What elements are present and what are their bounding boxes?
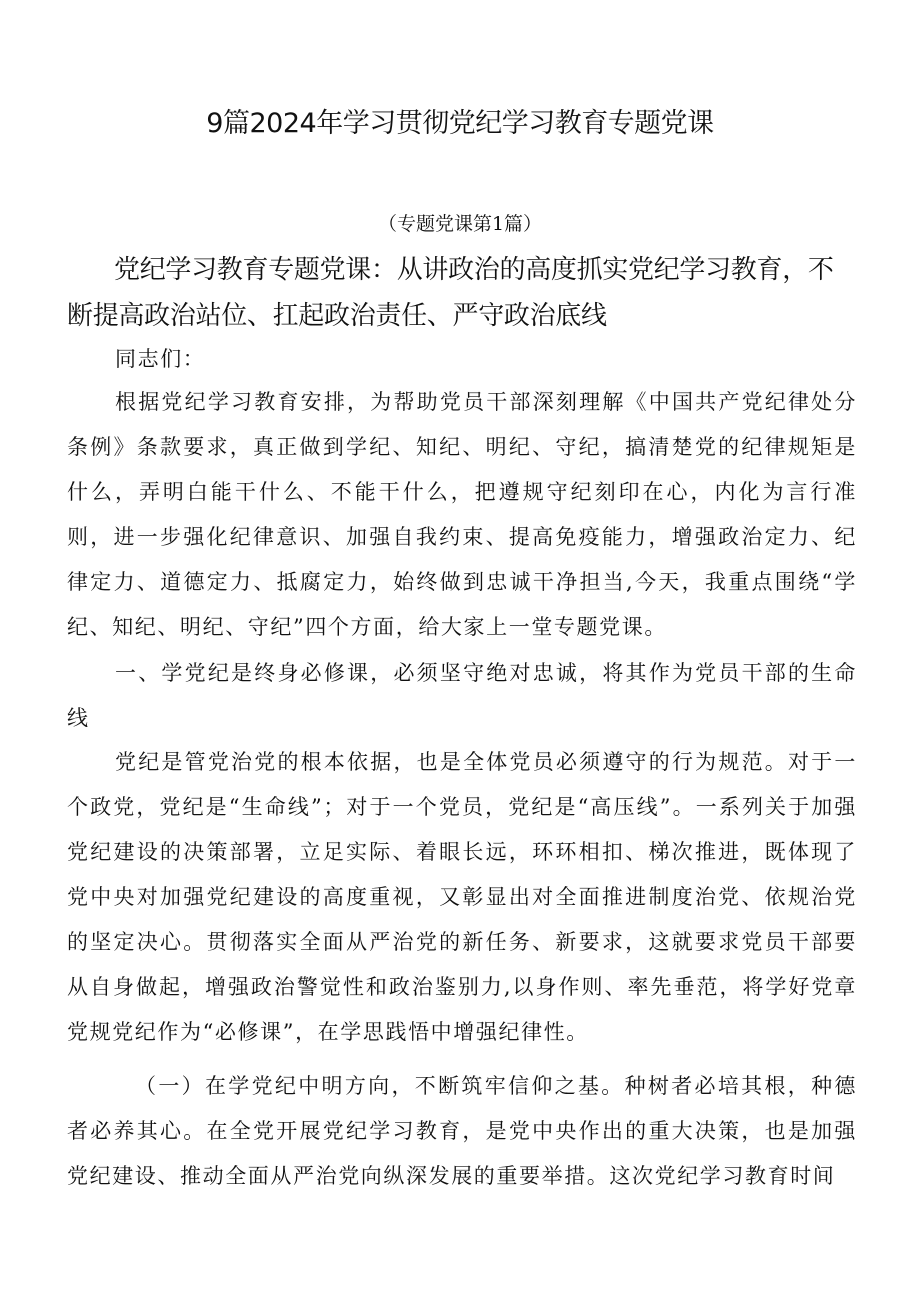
document-title: 9篇2024年学习贯彻党纪学习教育专题党课 (206, 108, 714, 139)
paragraph-intro: 根据党纪学习教育安排，为帮助党员干部深刻理解《中国共产党纪律处分条例》条款要求，真正做到学纪、知纪、明纪、守纪，搞清楚党的纪律规矩是什么，弄明白能干什么、不能干什么，把遵规守纪刻印在心，内化为言行准则，进一步强化纪律意识、加强自我约束、提高免疫能力，增强政治定力、纪律定力、道德定力、抵腐定力，始终做到忠诚干净担当,今天，我重点围绕“学纪、知纪、明纪、守纪”四个方面，给大家上一堂专题党课。 (67, 390, 857, 639)
section-heading-1: 一、学党纪是终身必修课，必须坚守绝对忠诚，将其作为党员干部的生命线 (67, 661, 857, 730)
paragraph-party-discipline: 党纪是管党治党的根本依据，也是全体党员必须遵守的行为规范。对于一个政党，党纪是“生命线”；对于一个党员，党纪是“高压线”。一系列关于加强党纪建设的决策部署，立足实际、着眼长远，环环相扣、梯次推进，既体现了党中央对加强党纪建设的高度重视，又彰显出对全面推进制度治党、依规治党的坚定决心。贯彻落实全面从严治党的新任务、新要求，这就要求党员干部要从自身做起，增强政治警觉性和政治鉴别力,以身作则、率先垂范，将学好党章党规党纪作为“必修课”，在学思践悟中增强纪律性。 (67, 750, 857, 1044)
section-tag: （专题党课第1篇） (377, 213, 543, 235)
greeting: 同志们： (115, 347, 206, 371)
paragraph-subsection-1: （一）在学党纪中明方向，不断筑牢信仰之基。种树者必培其根，种德者必养其心。在全党开展党纪学习教育，是党中央作出的重大决策，也是加强党纪建设、推动全面从严治党向纵深发展的重要举措。这次党纪学习教育时间 (67, 1074, 857, 1188)
lesson-title: 党纪学习教育专题党课：从讲政治的高度抓实党纪学习教育，不断提高政治站位、扛起政治责任、严守政治底线 (67, 255, 834, 331)
